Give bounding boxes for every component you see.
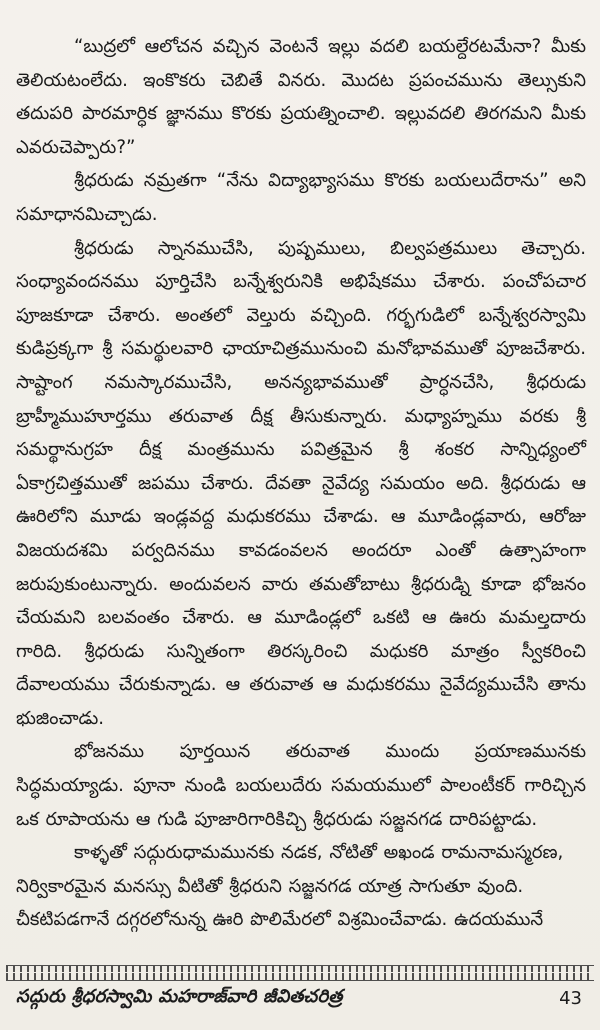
paragraph-1: “బుద్రలో ఆలోచన వచ్చిన వెంటనే ఇల్లు వదలి బయల్దేరటమేనా? మీకు తెలియటంలేదు. ఇంకొకరు చెబితే వినరు. మొదట ప్రపంచమును తెల్సుకుని తదుపరి పారమార్ధిక జ్ఞానము కొరకు ప్రయత్నించాలి. ఇల్లువదలి తిరగమని మీకు ఎవరుచెప్పారు?” bbox=[16, 36, 586, 158]
footer-divider bbox=[6, 965, 594, 981]
page-footer bbox=[16, 983, 582, 1013]
paragraph-4: భోజనము పూర్తయిన తరువాత ముందు ప్రయాణమునకు సిద్ధమయ్యాడు. పూనా నుండి బయలుదేరు సమయములో పాలంటీకర్ గారిచ్చిన ఒక రూపాయను ఆ గుడి పూజారిగారికిచ్చి శ్రీధరుడు సజ్జనగడ దారిపట్టాడు. bbox=[16, 741, 586, 830]
body-text bbox=[16, 30, 586, 937]
page-number: 43 bbox=[559, 987, 582, 1009]
paragraph-3: శ్రీధరుడు స్నానముచేసి, పుష్పములు, బిల్వపత్రములు తెచ్చారు. సంధ్యావందనము పూర్తిచేసి బన్నేశ్వరునికి అభిషేకము చేశారు. పంచోపచార పూజకూడా చేశారు. అంతలో వెల్తురు వచ్చింది. గర్భగుడిలో బన్నేశ్వరస్వామి కుడిప్రక్కగా శ్రీ సమర్థులవారి ఛాయాచిత్రమునుంచి మనోభావముతో పూజచేశారు. సాష్టాంగ నమస్కారముచేసి, అనన్యభావముతో ప్రార్ధనచేసి, శ్రీధరుడు బ్రాహ్మీముహూర్తము తరువాత దీక్ష తీసుకున్నారు. మధ్యాహ్నము వరకు శ్రీ సమర్థానుగ్రహ దీక్ష మంత్రమును పవిత్రమైన శ్రీ శంకర సాన్నిధ్యంలో ఏకాగ్రచిత్తముతో జపము చేశారు. దేవతా నైవేద్య సమయం అది. శ్రీధరుడు ఆ ఊరిలోని మూడు ఇండ్లవద్ద మధుకరము చేశాడు. ఆ మూడిండ్లవారు, ఆరోజు విజయదశమి పర్వదినము కావడంవలన అందరూ ఎంతో ఉత్సాహంగా జరుపుకుంటున్నారు. అందువలన వారు తమతోబాటు శ్రీధరుడ్ని కూడా భోజనం చేయమని బలవంతం చేశారు. ఆ మూడిండ్లలో ఒకటి ఆ ఊరు మమల్తదారు గారిది. శ్రీధరుడు సున్నితంగా తిరస్కరించి మధుకరి మాత్రం స్వీకరించి దేవాలయము చేరుకున్నాడు. ఆ తరువాత ఆ మధుకరము నైవేద్యముచేసి తాను భుజించాడు. bbox=[16, 237, 586, 729]
book-title: సద్గురు శ్రీధరస్వామి మహరాజ్‌వారి జీవితచరిత్ర bbox=[16, 985, 343, 1007]
paragraph-5: కాళ్ళతో సద్గురుధామమునకు నడక, నోటితో అఖండ రామనామస్మరణ, నిర్వికారమైన మనస్సు వీటితో శ్రీధరుని సజ్జనగడ యాత్ర సాగుతూ వుంది. చీకటిపడగానే దగ్గరలోనున్న ఊరి పొలిమేరలో విశ్రమించేవాడు. ఉదయమునే bbox=[16, 842, 564, 931]
paragraph-2: శ్రీధరుడు నమ్రతగా “నేను విద్యాభ్యాసము కొరకు బయలుదేరాను” అని సమాధానమిచ్చాడు. bbox=[16, 170, 586, 225]
